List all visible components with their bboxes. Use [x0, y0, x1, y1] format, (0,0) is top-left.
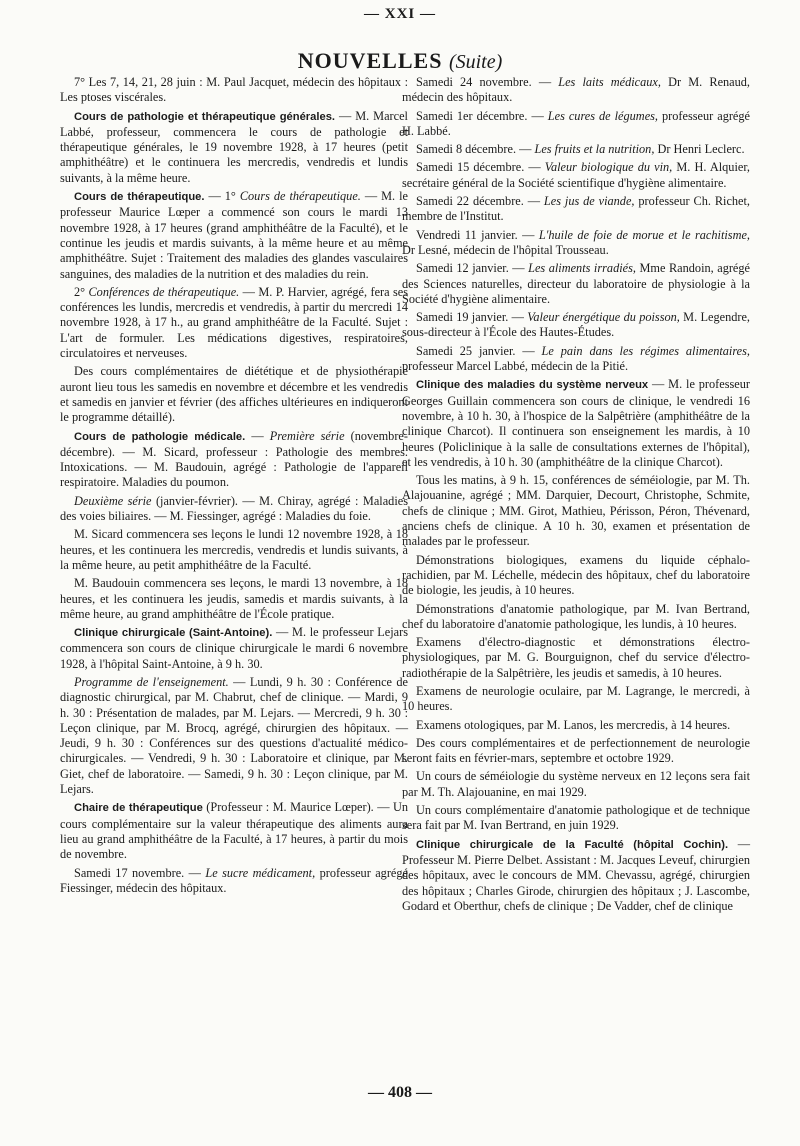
paragraph: Clinique chirurgicale (Saint-Antoine). — M. le professeur Lejars commencera son cours de clinique chirurgicale le mardi 6 novembre 1928, à l'hôpital Saint-Antoine, à 9 h. 30.: [60, 625, 408, 671]
paragraph: Un cours complémentaire d'anatomie pathologique et de technique sera fait par M. Ivan Bertrand, en juin 1929.: [402, 803, 750, 833]
paragraph: Examens de neurologie oculaire, par M. Lagrange, le mercredi, à 10 heures.: [402, 683, 750, 714]
paragraph: Cours de thérapeutique. — 1° Cours de thérapeutique. — M. le professeur Maurice Lœper a commencé son cours le mardi 13 novembre 1928, à 17 heures (grand amphithéâtre de la Faculté), et le continue les jeudis et mardis suivants, à la même heure et au même amphithéâtre. Sujet : Traitement des maladies des glandes vasculaires sanguines, des maladies de la nutrition et des maladies du rein.: [60, 189, 408, 281]
paragraph: Deuxième série (janvier-février). — M. Chiray, agrégé : Maladies des voies biliaires. — M. Fiessinger, agrégé : Maladies du foie.: [60, 493, 408, 524]
paragraph: Samedi 1er décembre. — Les cures de légumes, professeur agrégé H. Labbé.: [402, 108, 751, 138]
paragraph: M. Baudouin commencera ses leçons, le mardi 13 novembre, à 18 heures, et les continuera les jeudis, samedis et mardis suivants, à la même heure, au grand amphithéâtre de l'École pratique.: [60, 576, 408, 621]
paragraph: Samedi 24 novembre. — Les laits médicaux, Dr M. Renaud, médecin des hôpitaux.: [402, 75, 750, 105]
paragraph: Examens otologiques, par M. Lanos, les mercredis, à 14 heures.: [416, 717, 731, 732]
paragraph: 2° Conférences de thérapeutique. — M. P. Harvier, agrégé, fera ses conférences les lundis, mercredis et vendredis, à partir du mercredi 14 novembre 1928, à 17 h., au grand amphithéâtre de la Faculté. Sujet : L'art de formuler. Les médications digestives, respiratoires, circulatoires et nerveuses.: [60, 284, 409, 361]
paragraph: Programme de l'enseignement. — Lundi, 9 h. 30 : Conférence de diagnostic chirurgical, par M. Chabrut, chef de clinique. — Mardi, 9 h. 30 : Présentation de malades, par M. Lejars. — Mercredi, 9 h. 30 : Leçon clinique, par M. Brocq, agrégé, chirurgien des hôpitaux. — Jeudi, 9 h. 30 : Conférences sur des questions d'actualité médico-chirurgicales. — Vendredi, 9 h. 30 : Laboratoire et clinique, par M. Giet, chef de laboratoire. — Samedi, 9 h. 30 : Leçon clinique, par M. Lejars.: [60, 674, 408, 797]
paragraph: Samedi 22 décembre. — Les jus de viande, professeur Ch. Richet, membre de l'Institut.: [402, 194, 750, 224]
right-column: [402, 75, 750, 917]
paragraph: Tous les matins, à 9 h. 15, conférences de séméiologie, par M. Th. Alajouanine, agrégé ; MM. Darquier, Decourt, Christophe, Schmite, chefs de clinique ; MM. Girot, Mathieu, Périsson, Péron, Thévenard, anciens chefs de clinique. A 10 h. 30, examen et présentation de malades par le professeur.: [402, 473, 750, 549]
paragraph: Cours de pathologie médicale. — Première série (novembre-décembre). — M. Sicard, professeur : Pathologie des membres. Intoxications. — M. Baudouin, agrégé : Pathologie de l'appareil respiratoire. Maladies du poumon.: [60, 428, 408, 490]
paragraph: Samedi 15 décembre. — Valeur biologique du vin, M. H. Alquier, secrétaire général de la Société scientifique d'hygiène alimentaire.: [402, 160, 750, 190]
paragraph: Samedi 8 décembre. — Les fruits et la nutrition, Dr Henri Leclerc.: [416, 142, 745, 157]
paragraph: Samedi 19 janvier. — Valeur énergétique du poisson, M. Legendre, sous-directeur à l'École des Hautes-Études.: [402, 310, 750, 340]
page-title: [0, 48, 800, 74]
title-suite: (Suite): [448, 51, 503, 73]
paragraph: Cours de pathologie et thérapeutique générales. — M. Marcel Labbé, professeur, commencera le cours de pathologie et thérapeutique générales, le 19 novembre 1928, à 17 heures (petit amphithéâtre) et le continuera les mercredis, vendredis et lundis suivants, à la même heure.: [60, 108, 408, 185]
paragraph: Chaire de thérapeutique (Professeur : M. Maurice Lœper). — Un cours complémentaire sur la valeur thérapeutique des aliments aura lieu au grand amphithéâtre de la Faculté, à 17 heures, à partir du mois de novembre.: [60, 800, 408, 862]
paragraph: Samedi 12 janvier. — Les aliments irradiés, Mme Randoin, agrégé des Sciences naturelles, directeur du laboratoire de physiologie à la Société d'hygiène alimentaire.: [402, 261, 750, 306]
paragraph: Clinique des maladies du système nerveux — M. le professeur Georges Guillain commencera son cours de clinique, le vendredi 16 novembre, à 10 h. 30, à l'hospice de la Salpêtrière (amphithéâtre de la clinique Charcot). Il continuera son enseignement les mardis, à 10 heures (Policlinique à la salle de consultations externes de l'hôpital), et les vendredis, à 10 h. 30 (amphithéâtre de la clinique Charcot).: [402, 377, 750, 469]
paragraph: M. Sicard commencera ses leçons le lundi 12 novembre 1928, à 18 heures, et les continuera les mercredis, vendredis et lundis suivants, à la même heure, au petit amphithéâtre de la Faculté.: [60, 527, 408, 572]
paragraph: Des cours complémentaires de diététique et de physiothérapie auront lieu tous les samedis en novembre et décembre et les vendredis et samedis en janvier et février (des affiches ultérieures en indiqueront le programme détaillé).: [60, 364, 408, 425]
title-main: NOUVELLES: [297, 48, 443, 73]
paragraph: 7° Les 7, 14, 21, 28 juin : M. Paul Jacquet, médecin des hôpitaux : Les ptoses viscérales.: [60, 75, 408, 105]
paragraph: Samedi 17 novembre. — Le sucre médicament, professeur agrégé Fiessinger, médecin des hôpitaux.: [60, 865, 408, 895]
page-roman-numeral: — XXI —: [363, 6, 436, 22]
page-number: — 408 —: [368, 1084, 432, 1101]
paragraph: Clinique chirurgicale de la Faculté (hôpital Cochin). — Professeur M. Pierre Delbet. Assistant : M. Jacques Leveuf, chirurgien des hôpitaux, avec le concours de MM. Chevassu, agrégé, chirurgien des hôpitaux ; Charles Girode, chirurgien des hôpitaux ; J. Lascombe, Godard et Oberthur, chefs de clinique ; De Vadder, chef de clinique: [402, 836, 750, 913]
paragraph: Des cours complémentaires et de perfectionnement de neurologie seront faits en février-mars, septembre et octobre 1929.: [402, 735, 750, 766]
left-column: [60, 75, 408, 899]
paragraph: Samedi 25 janvier. — Le pain dans les régimes alimentaires, professeur Marcel Labbé, médecin de la Pitié.: [402, 343, 750, 374]
paragraph: Un cours de séméiologie du système nerveux en 12 leçons sera fait par M. Th. Alajouanine, en mai 1929.: [402, 769, 750, 799]
paragraph: Examens d'électro-diagnostic et démonstrations électro-physiologiques, par M. G. Bourguignon, chef du service d'électro-radiothérapie de la Salpêtrière, les jeudis et samedis, à 10 heures.: [402, 635, 750, 680]
paragraph: Démonstrations biologiques, examens du liquide céphalo-rachidien, par M. Léchelle, médecin des hôpitaux, chef du laboratoire de biologie, les jeudis, à 10 heures.: [402, 552, 750, 598]
paragraph: Démonstrations d'anatomie pathologique, par M. Ivan Bertrand, chef du laboratoire d'anatomie pathologique, les lundis, à 10 heures.: [402, 601, 750, 631]
paragraph: Vendredi 11 janvier. — L'huile de foie de morue et le rachitisme, Dr Lesné, médecin de l'hôpital Trousseau.: [402, 227, 750, 257]
